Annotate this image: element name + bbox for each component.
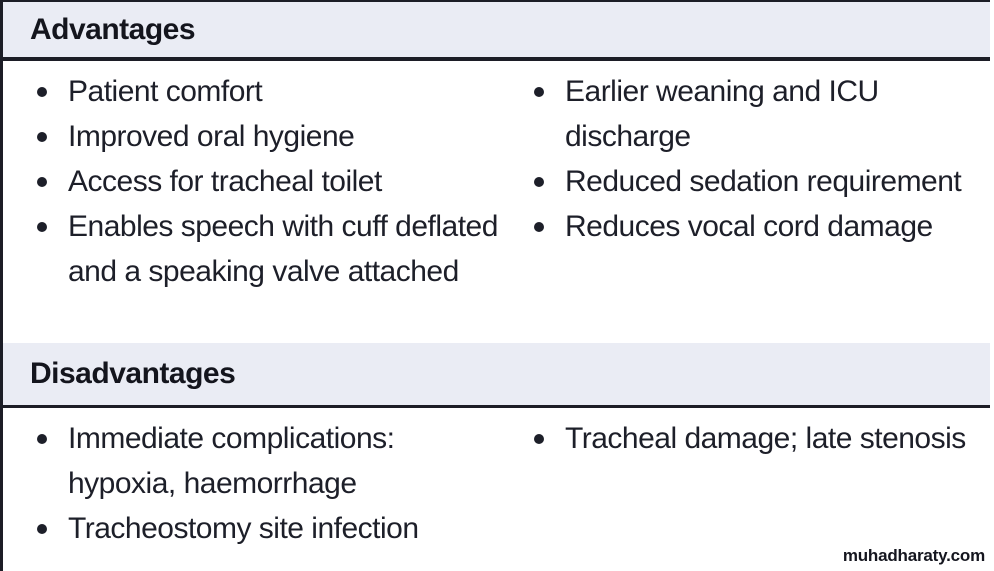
list-item: Tracheostomy site infection: [3, 506, 500, 551]
advantages-left-list: [3, 69, 500, 294]
watermark-text: muhadharaty.com: [842, 546, 985, 565]
advantages-content: [3, 61, 994, 343]
advantages-header: Advantages: [30, 12, 196, 46]
advantages-left-column: [3, 69, 500, 343]
advantages-right-column: [500, 69, 994, 343]
disadvantages-right-list: [500, 416, 994, 461]
disadvantages-header: Disadvantages: [30, 357, 236, 390]
list-item: Patient comfort: [3, 69, 500, 114]
disadvantages-left-list: [3, 416, 500, 551]
list-item: Immediate complications: hypoxia, haemorrhage: [3, 416, 500, 506]
advantages-right-list: [500, 69, 994, 249]
list-item: Improved oral hygiene: [3, 114, 500, 159]
list-item: Enables speech with cuff deflated and a speaking valve attached: [3, 204, 500, 294]
list-item: Tracheal damage; late stenosis: [500, 416, 994, 461]
list-item: Access for tracheal toilet: [3, 159, 500, 204]
list-item: Reduced sedation requirement: [500, 159, 994, 204]
list-item: Earlier weaning and ICU discharge: [500, 69, 994, 159]
advantages-header-band: [3, 2, 990, 57]
list-item: Reduces vocal cord damage: [500, 204, 994, 249]
disadvantages-header-band: [3, 343, 990, 405]
disadvantages-left-column: [3, 416, 500, 571]
